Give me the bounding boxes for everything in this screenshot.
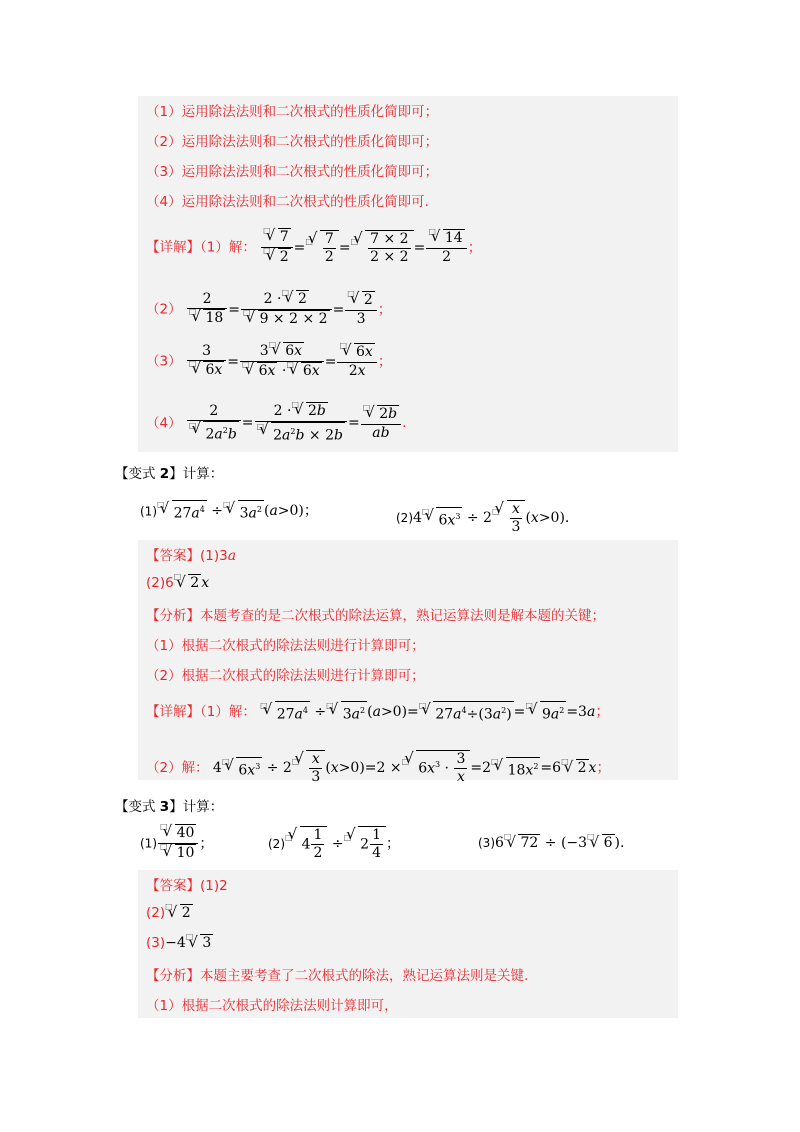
detail-tag: 【详解】	[146, 704, 200, 720]
variant-3-question-3: (3)6□√ 72 ÷ (−3□√ 6 ).	[478, 834, 624, 852]
question-label: (2)	[268, 837, 285, 851]
equation-2: $\frac{2}{^□√ 18}$ = $\frac{2 \cdot^□√ 2}{^□√ 9 \times 2 \times 2}$ = $\frac{^□√ 2}{3}$ ；	[186, 302, 392, 318]
step-line-1: （1）根据二次根式的除法法则进行计算即可；	[146, 638, 425, 654]
analysis-text: 本题考查的是二次根式的除法运算，熟记运算法则是解本题的关键；	[200, 608, 605, 624]
equation-3: $\frac{3}{^□√ 6x}$ = $\frac{3^□√ 6x}{^□√ 6x \cdot^□√ 6x}$ = $\frac{^□√ 6x}{2x}$ ；	[186, 354, 392, 370]
detail-intro: （1）解：	[200, 239, 256, 256]
question-label: (1)	[140, 836, 157, 851]
part-label-2: （2）	[146, 301, 182, 318]
v3-step-line-1: （1）根据二次根式的除法法则计算即可，	[146, 998, 398, 1014]
heading-number: 2	[159, 466, 170, 482]
hint-line-1: （1）运用除法法则和二次根式的性质化简即可；	[146, 104, 439, 120]
variant-2-question-2: (2)4□√ $6x^3 \div 2^□$ √ $\frac{x}{3}$ (x>0).	[396, 500, 569, 536]
variant-2-detail-2: （2）解： 4□√ $6x^3 \div 2^□$ √ $\frac{x}{3}$ (x>0)=2 ×□√ $6x^3$ · $\frac{3}{x}$ =2□√ $18x^2 =6^□√$ 2 x；	[146, 750, 610, 786]
answer-3: (3)	[146, 935, 166, 951]
equation-4: $\frac{2}{^□√ 2a^2b}$ = $\frac{2 \cdot^□√ 2b}{^□√ 2a^2b \times 2b}$ = $\frac{^□√ 2b}{ab}$ .	[186, 415, 407, 431]
variant-2-detail-1: 【详解】（1）解： □√ $27a^4 \div^□√$ $3a^2$ (a>0)=□√ $27a^4\div(3a^2) =^□√$ $9a^2 =3a$；	[146, 700, 609, 723]
detail-line-2	[146, 290, 392, 329]
variant-2-question-1: (1)□√ $27a^4 \div^□√$ $3a^2$ (a>0)；	[140, 500, 318, 523]
analysis-tag: 【分析】	[146, 968, 200, 984]
v3-analysis-line	[146, 964, 528, 984]
equation-1: $\frac{^□√ 7}{^□√ 2}$ =□ √ $\frac{7}{2}$ =□ √ $\frac{7 \times 2}{2 \times 2}$ = $\frac{^□√ 14}{2}$ ；	[260, 240, 482, 256]
analysis-tag: 【分析】	[146, 608, 200, 624]
hint-line-2: （2）运用除法法则和二次根式的性质化简即可；	[146, 134, 439, 150]
answer-1: (1)2	[200, 878, 228, 894]
heading-rest: 】计算：	[169, 466, 224, 482]
heading-open: 【变式	[115, 466, 160, 482]
heading-open: 【变式	[115, 799, 160, 815]
answer-line-1: 【答案】(1)3a	[146, 548, 237, 564]
detail-tag: 【详解】	[146, 239, 200, 256]
variant-2-heading	[115, 462, 223, 482]
detail-line-3	[146, 342, 392, 381]
variant-3-question-2: (2)□√ 4 $\frac{1}{2}$ ÷□√ 2 $\frac{1}{4}$ ；	[268, 826, 400, 862]
answer-line-2: (2)6□√ 2 x	[146, 574, 209, 592]
v3-answer-line-3: (3)−4□√ 3	[146, 934, 213, 952]
answer-2: (2)	[146, 905, 166, 921]
detail-line-4	[146, 402, 407, 445]
answer-tag: 【答案】	[146, 878, 200, 894]
solution-panel-2	[138, 540, 678, 780]
heading-rest: 】计算：	[169, 799, 224, 815]
question-label: (1)	[140, 504, 157, 519]
v3-answer-line-2: (2)□√ 2	[146, 904, 193, 922]
answer-2: (2)6	[146, 575, 174, 591]
hint-line-4: （4）运用除法法则和二次根式的性质化简即可.	[146, 194, 429, 210]
detail-line-1	[146, 228, 482, 267]
hint-line-3: （3）运用除法法则和二次根式的性质化简即可；	[146, 164, 439, 180]
heading-number: 3	[159, 799, 170, 815]
analysis-text: 本题主要考查了二次根式的除法，熟记运算法则是关键.	[200, 968, 529, 984]
analysis-line	[146, 604, 605, 624]
answer-tag: 【答案】	[146, 548, 200, 564]
answer-1: (1)3	[200, 548, 228, 564]
v3-answer-line-1	[146, 874, 228, 894]
variant-3-heading	[115, 795, 223, 815]
detail-intro-2: （2）解：	[146, 760, 209, 776]
question-label: (3)	[478, 836, 495, 850]
step-line-2: （2）根据二次根式的除法法则进行计算即可；	[146, 668, 425, 684]
detail-intro: （1）解：	[200, 704, 256, 720]
variant-3-question-1: (1) $\frac{^□√ 40}{^□√ 10}$ ；	[140, 824, 213, 863]
part-label-3: （3）	[146, 353, 182, 370]
question-label: (2)	[396, 511, 413, 525]
part-label-4: （4）	[146, 415, 182, 432]
